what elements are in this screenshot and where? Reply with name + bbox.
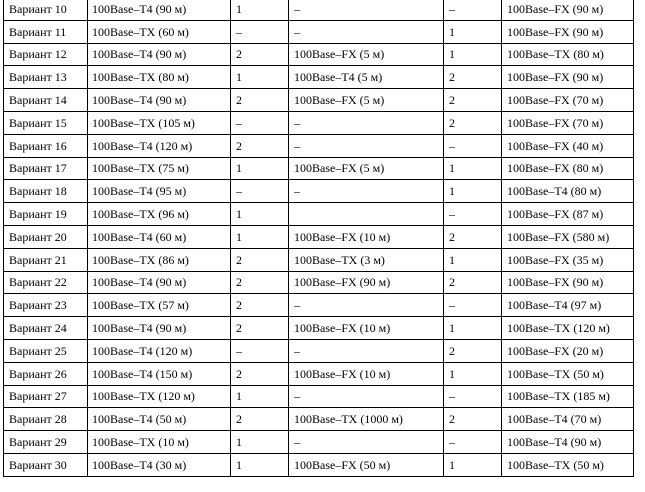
link3-cell: 100Base–FX (90 м)	[502, 20, 634, 43]
link1-cell: 100Base–TX (10 м)	[88, 431, 231, 454]
variant-cell: Вариант 29	[4, 431, 88, 454]
link3-cell: 100Base–TX (50 м)	[502, 362, 634, 385]
link1-cell: 100Base–TX (96 м)	[88, 203, 231, 226]
link2-cell: 100Base–FX (5 м)	[289, 89, 444, 112]
link3-cell: 100Base–FX (90 м)	[502, 0, 634, 20]
link3-cell: 100Base–T4 (70 м)	[502, 408, 634, 431]
count2-cell: 2	[444, 66, 502, 89]
table-row	[4, 180, 634, 203]
link3-cell: 100Base–T4 (80 м)	[502, 180, 634, 203]
link1-cell: 100Base–T4 (150 м)	[88, 362, 231, 385]
link2-cell: 100Base–FX (10 м)	[289, 225, 444, 248]
link2-cell: –	[289, 0, 444, 20]
count2-cell: 1	[444, 157, 502, 180]
link1-cell: 100Base–T4 (90 м)	[88, 89, 231, 112]
count1-cell: 1	[231, 453, 289, 476]
count1-cell: 1	[231, 157, 289, 180]
count2-cell: –	[444, 294, 502, 317]
variant-cell: Вариант 16	[4, 134, 88, 157]
link3-cell: 100Base–FX (70 м)	[502, 89, 634, 112]
variants-table	[3, 0, 634, 477]
link3-cell: 100Base–FX (70 м)	[502, 111, 634, 134]
variant-cell: Вариант 22	[4, 271, 88, 294]
table-row	[4, 43, 634, 66]
count2-cell: 2	[444, 89, 502, 112]
variant-cell: Вариант 20	[4, 225, 88, 248]
count1-cell: 2	[231, 271, 289, 294]
table-row	[4, 89, 634, 112]
link1-cell: 100Base–T4 (60 м)	[88, 225, 231, 248]
count1-cell: –	[231, 180, 289, 203]
link1-cell: 100Base–T4 (90 м)	[88, 43, 231, 66]
link2-cell: 100Base–FX (5 м)	[289, 43, 444, 66]
count2-cell: 1	[444, 43, 502, 66]
link1-cell: 100Base–T4 (120 м)	[88, 134, 231, 157]
link1-cell: 100Base–T4 (120 м)	[88, 339, 231, 362]
variant-cell: Вариант 13	[4, 66, 88, 89]
count1-cell: 1	[231, 0, 289, 20]
count2-cell: 1	[444, 362, 502, 385]
link2-cell: –	[289, 180, 444, 203]
link3-cell: 100Base–FX (580 м)	[502, 225, 634, 248]
link1-cell: 100Base–T4 (95 м)	[88, 180, 231, 203]
count1-cell: 2	[231, 362, 289, 385]
table-row	[4, 453, 634, 476]
table-row	[4, 431, 634, 454]
table-row	[4, 339, 634, 362]
count1-cell: 2	[231, 317, 289, 340]
count2-cell: 2	[444, 225, 502, 248]
link1-cell: 100Base–TX (86 м)	[88, 248, 231, 271]
count1-cell: 2	[231, 248, 289, 271]
variant-cell: Вариант 28	[4, 408, 88, 431]
link3-cell: 100Base–FX (87 м)	[502, 203, 634, 226]
link2-cell: –	[289, 339, 444, 362]
count1-cell: 1	[231, 225, 289, 248]
count1-cell: –	[231, 111, 289, 134]
link3-cell: 100Base–TX (185 м)	[502, 385, 634, 408]
count1-cell: 2	[231, 43, 289, 66]
link3-cell: 100Base–T4 (97 м)	[502, 294, 634, 317]
table-row	[4, 362, 634, 385]
table-row	[4, 20, 634, 43]
link2-cell: –	[289, 134, 444, 157]
variant-cell: Вариант 12	[4, 43, 88, 66]
link2-cell: –	[289, 111, 444, 134]
link1-cell: 100Base–T4 (50 м)	[88, 408, 231, 431]
count2-cell: 1	[444, 248, 502, 271]
count1-cell: 1	[231, 385, 289, 408]
count1-cell: 2	[231, 408, 289, 431]
count2-cell: 1	[444, 180, 502, 203]
link1-cell: 100Base–TX (75 м)	[88, 157, 231, 180]
count1-cell: 1	[231, 203, 289, 226]
link3-cell: 100Base–TX (80 м)	[502, 43, 634, 66]
link2-cell: 100Base–FX (10 м)	[289, 317, 444, 340]
count2-cell: 1	[444, 317, 502, 340]
count1-cell: 2	[231, 134, 289, 157]
count2-cell: –	[444, 431, 502, 454]
link3-cell: 100Base–TX (50 м)	[502, 453, 634, 476]
count2-cell: –	[444, 0, 502, 20]
count1-cell: –	[231, 339, 289, 362]
table-row	[4, 0, 634, 20]
table-row	[4, 111, 634, 134]
variants-table-body	[4, 0, 634, 476]
link2-cell	[289, 203, 444, 226]
link2-cell: –	[289, 294, 444, 317]
table-row	[4, 294, 634, 317]
link3-cell: 100Base–FX (35 м)	[502, 248, 634, 271]
link2-cell: –	[289, 431, 444, 454]
variant-cell: Вариант 26	[4, 362, 88, 385]
count1-cell: 1	[231, 66, 289, 89]
table-row	[4, 225, 634, 248]
count2-cell: –	[444, 203, 502, 226]
link1-cell: 100Base–T4 (90 м)	[88, 317, 231, 340]
link1-cell: 100Base–T4 (30 м)	[88, 453, 231, 476]
link3-cell: 100Base–FX (90 м)	[502, 66, 634, 89]
count2-cell: 2	[444, 339, 502, 362]
variant-cell: Вариант 10	[4, 0, 88, 20]
variant-cell: Вариант 19	[4, 203, 88, 226]
count2-cell: 1	[444, 453, 502, 476]
count1-cell: –	[231, 20, 289, 43]
variant-cell: Вариант 27	[4, 385, 88, 408]
table-row	[4, 66, 634, 89]
link3-cell: 100Base–T4 (90 м)	[502, 431, 634, 454]
table-row	[4, 408, 634, 431]
variant-cell: Вариант 17	[4, 157, 88, 180]
link3-cell: 100Base–FX (80 м)	[502, 157, 634, 180]
variant-cell: Вариант 23	[4, 294, 88, 317]
link1-cell: 100Base–TX (80 м)	[88, 66, 231, 89]
count2-cell: 2	[444, 271, 502, 294]
count1-cell: 2	[231, 89, 289, 112]
link1-cell: 100Base–TX (120 м)	[88, 385, 231, 408]
table-row	[4, 248, 634, 271]
link2-cell: 100Base–T4 (5 м)	[289, 66, 444, 89]
variant-cell: Вариант 24	[4, 317, 88, 340]
count2-cell: 1	[444, 20, 502, 43]
link2-cell: 100Base–FX (10 м)	[289, 362, 444, 385]
count2-cell: –	[444, 134, 502, 157]
link1-cell: 100Base–TX (105 м)	[88, 111, 231, 134]
link1-cell: 100Base–TX (60 м)	[88, 20, 231, 43]
count1-cell: 2	[231, 294, 289, 317]
table-row	[4, 271, 634, 294]
variant-cell: Вариант 11	[4, 20, 88, 43]
variant-cell: Вариант 21	[4, 248, 88, 271]
variant-cell: Вариант 15	[4, 111, 88, 134]
count2-cell: –	[444, 385, 502, 408]
link2-cell: 100Base–FX (50 м)	[289, 453, 444, 476]
link3-cell: 100Base–FX (90 м)	[502, 271, 634, 294]
table-row	[4, 134, 634, 157]
link3-cell: 100Base–FX (40 м)	[502, 134, 634, 157]
link1-cell: 100Base–T4 (90 м)	[88, 0, 231, 20]
count2-cell: 2	[444, 408, 502, 431]
count1-cell: 1	[231, 431, 289, 454]
variant-cell: Вариант 30	[4, 453, 88, 476]
table-row	[4, 157, 634, 180]
variant-cell: Вариант 25	[4, 339, 88, 362]
link2-cell: 100Base–TX (3 м)	[289, 248, 444, 271]
link2-cell: –	[289, 20, 444, 43]
count2-cell: 2	[444, 111, 502, 134]
variant-cell: Вариант 18	[4, 180, 88, 203]
link1-cell: 100Base–T4 (90 м)	[88, 271, 231, 294]
link2-cell: 100Base–TX (1000 м)	[289, 408, 444, 431]
table-row	[4, 317, 634, 340]
link2-cell: 100Base–FX (90 м)	[289, 271, 444, 294]
link2-cell: –	[289, 385, 444, 408]
table-row	[4, 385, 634, 408]
variant-cell: Вариант 14	[4, 89, 88, 112]
link2-cell: 100Base–FX (5 м)	[289, 157, 444, 180]
link3-cell: 100Base–FX (20 м)	[502, 339, 634, 362]
link1-cell: 100Base–TX (57 м)	[88, 294, 231, 317]
link3-cell: 100Base–TX (120 м)	[502, 317, 634, 340]
table-row	[4, 203, 634, 226]
